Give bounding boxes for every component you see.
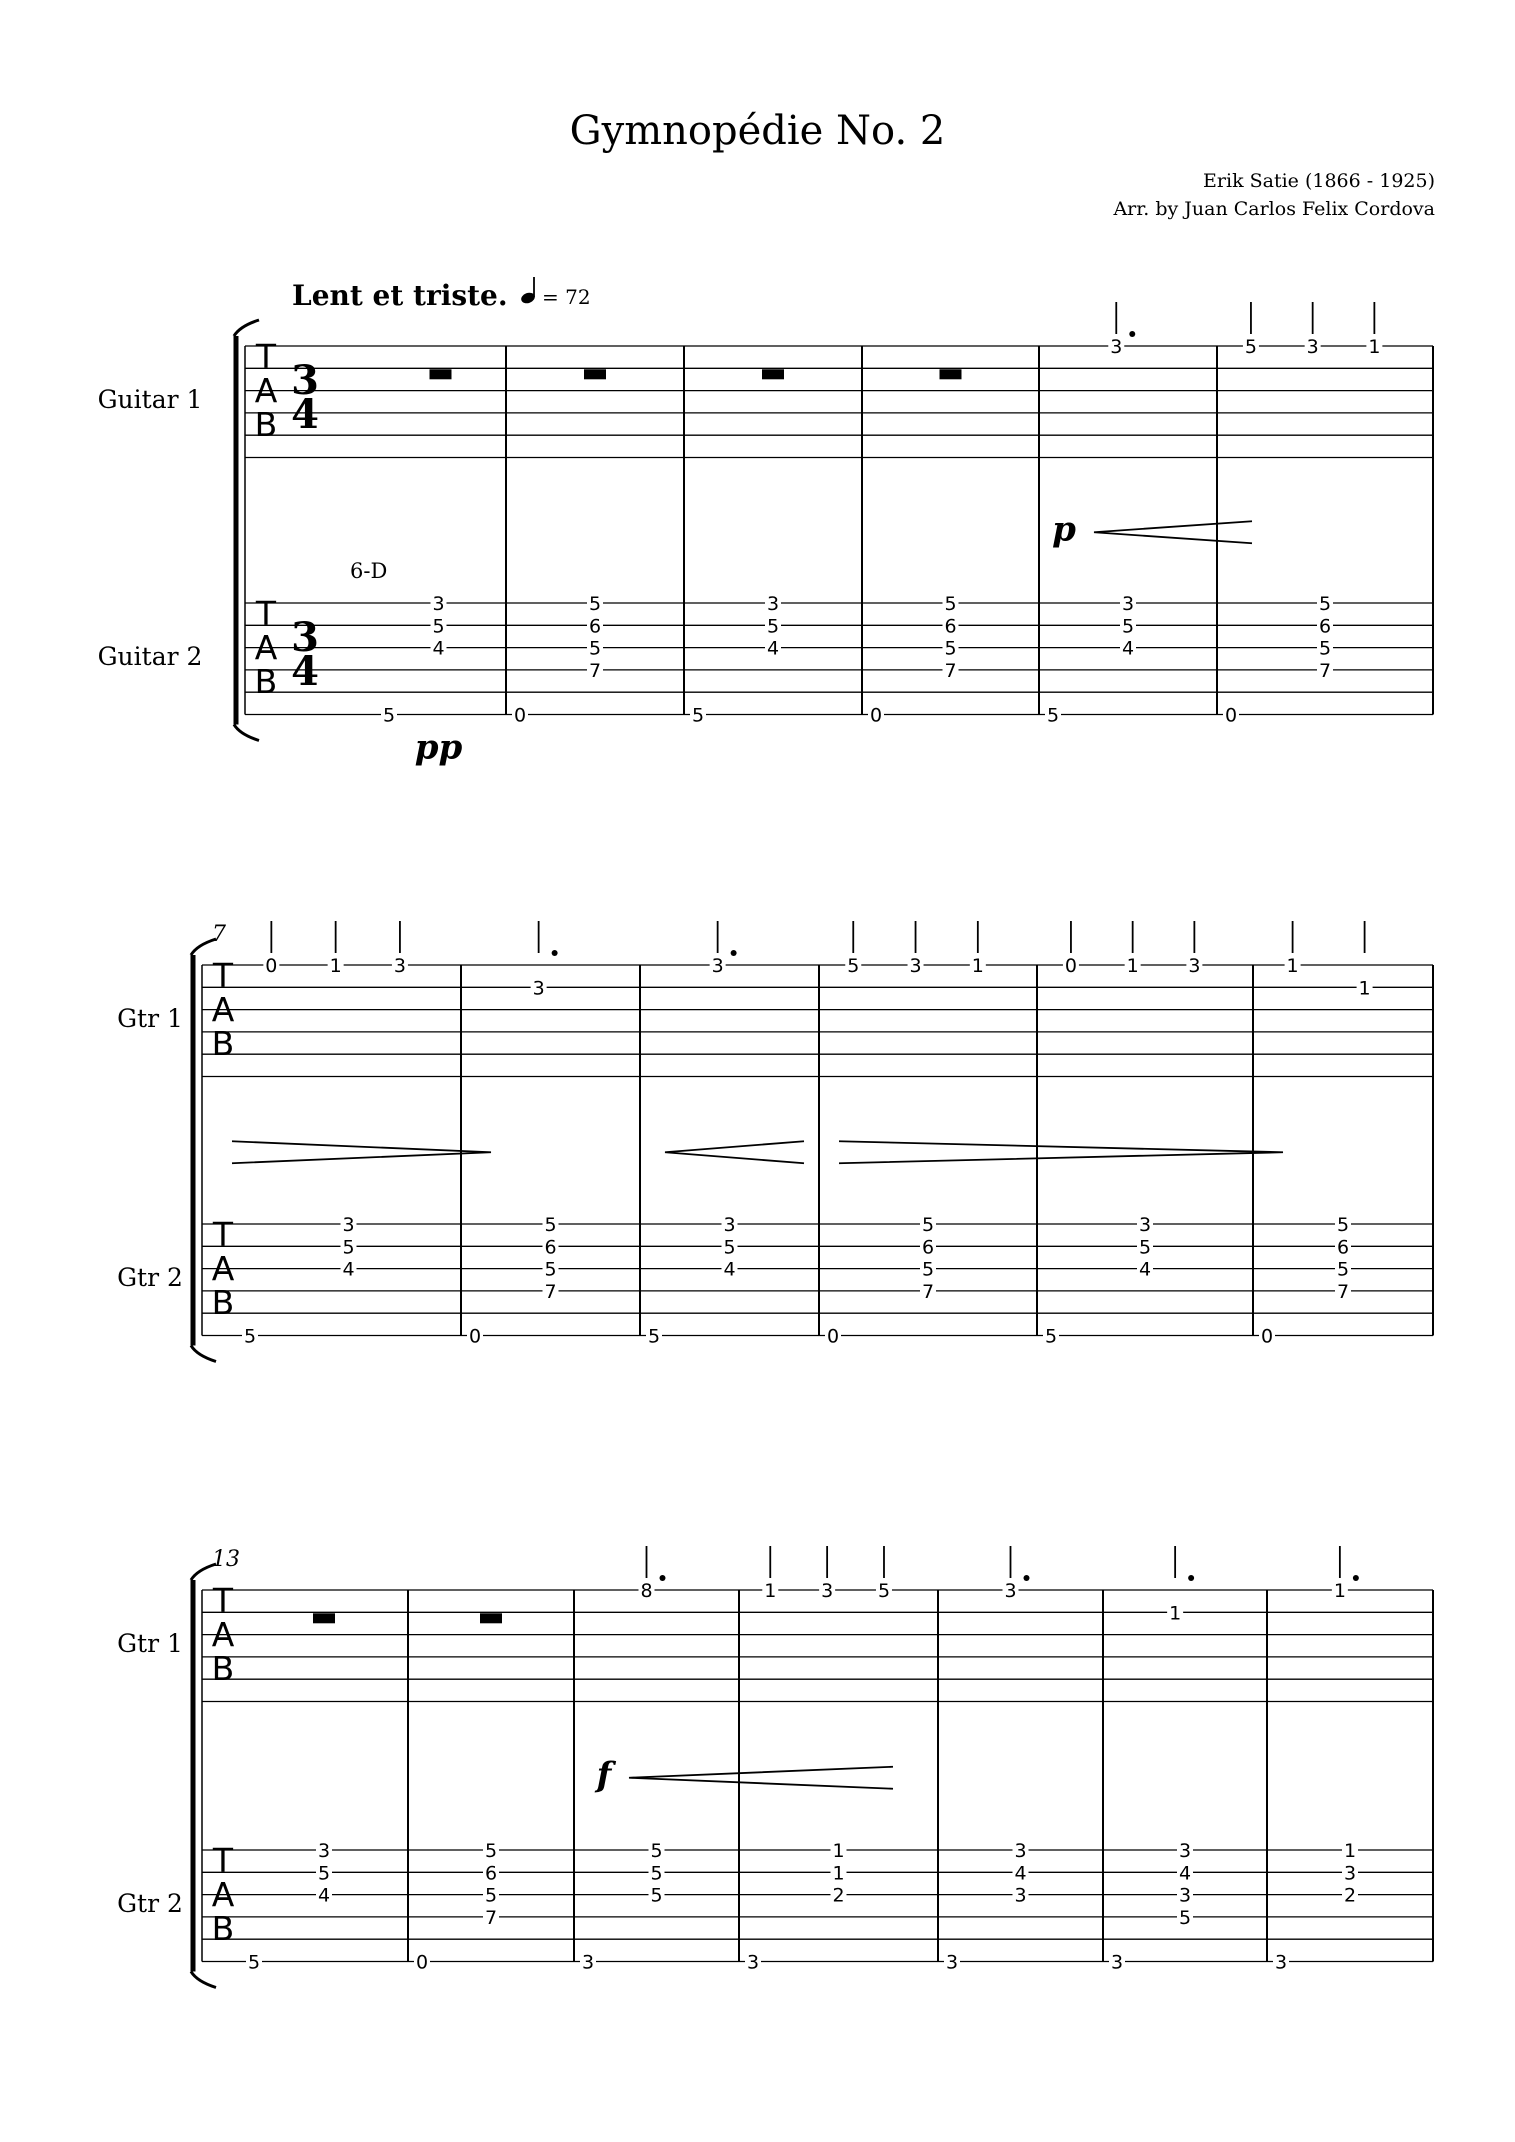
system-1-guitar1-tab-clef-b: B — [254, 405, 278, 444]
system-2-guitar2-name: Gtr 2 — [117, 1263, 183, 1292]
system-1-m6-g2-chord-s3: 5 — [1318, 637, 1332, 660]
system-1-m4-g2-chord-s2: 6 — [944, 615, 957, 638]
system-2-m4-g1-fret-1: 5 — [847, 955, 860, 977]
system-1-guitar2-tab-clef-t: T — [255, 594, 277, 633]
tempo-bpm: = 72 — [542, 285, 591, 309]
system-2-m3-g1-fret-1: 3 — [711, 955, 724, 977]
arranger-credit: Arr. by Juan Carlos Felix Cordova — [1113, 198, 1435, 220]
system-1-m4-g2-bass: 0 — [869, 704, 883, 727]
system-2-m5-g1-fret-2: 1 — [1126, 955, 1139, 977]
system-3-guitar2-name: Gtr 2 — [117, 1889, 183, 1918]
system-1-m3-g2-chord-s2: 5 — [766, 615, 780, 638]
system-1-m2-g2-chord-s4: 7 — [588, 659, 602, 682]
system-1-guitar2-tab-clef-b: B — [254, 662, 278, 701]
system-1-m6-g2-chord-s2: 6 — [1318, 615, 1332, 638]
system-3-m5-g2-bass: 3 — [945, 1951, 959, 1974]
system-2-m1-g2-chord-s1: 3 — [342, 1214, 355, 1236]
system-3-m4-g1-fret-3: 5 — [877, 1580, 891, 1602]
system-3-m6-g2-chord-s4: 5 — [1178, 1906, 1192, 1929]
system-1-bracket-bottom — [234, 725, 259, 741]
system-1-m4-g2-chord-s4: 7 — [944, 659, 957, 682]
system-2-measure-number: 7 — [212, 922, 226, 947]
system-3-m6-g1-fret-1: 1 — [1169, 1602, 1182, 1625]
system-1-m2-g2-bass: 0 — [513, 704, 527, 727]
system-3-m5-g2-chord-s2: 4 — [1014, 1862, 1027, 1885]
composer-credit: Erik Satie (1866 - 1925) — [1203, 170, 1435, 192]
system-3-m2-g2-bass: 0 — [415, 1951, 429, 1974]
system-2-m5-g1-fret-3: 3 — [1188, 955, 1201, 977]
system-1-m5-hairpin-cresc — [1094, 521, 1252, 543]
system-2-m1-hairpin-dim — [232, 1141, 491, 1163]
system-1-m4-g2-chord-s3: 5 — [944, 637, 957, 660]
system-2-m4-g1-fret-3: 1 — [971, 955, 984, 977]
system-3-m2-g2-chord-s1: 5 — [484, 1840, 498, 1862]
system-3-m7-g2-bass: 3 — [1274, 1951, 1288, 1974]
system-1-m1-g2-bass: 5 — [382, 704, 396, 727]
system-2-m6-g2-chord-s4: 7 — [1336, 1280, 1350, 1303]
system-3-m4-g1-fret-2: 3 — [821, 1580, 834, 1602]
system-3-m3-g2-chord-s3: 5 — [650, 1884, 663, 1907]
system-3-m2-g2-chord-s3: 5 — [484, 1884, 498, 1907]
system-2-m3-g1-dot-1 — [731, 950, 737, 956]
system-2-guitar2-tab-clef-b: B — [211, 1283, 235, 1322]
piece-title: Gymnopédie No. 2 — [569, 108, 946, 154]
system-1-staff1-time-sig-top: 3 — [291, 357, 319, 404]
system-2-guitar1-tab-clef-a: A — [211, 990, 235, 1029]
system-1-m1-g1-whole-rest — [430, 369, 452, 379]
system-1-m6-g1-fret-2: 3 — [1306, 336, 1319, 358]
system-1-guitar1-tab-clef-a: A — [254, 371, 278, 410]
system-1-m2-g2-chord-s3: 5 — [588, 637, 602, 660]
system-3-m5-g2-chord-s3: 3 — [1014, 1884, 1027, 1907]
system-2-guitar2-tab-clef-t: T — [212, 1215, 234, 1254]
system-2-m3-g2-chord-s1: 3 — [723, 1214, 736, 1236]
system-1-m6-g1-fret-1: 5 — [1244, 336, 1257, 358]
system-2-m4-g2-chord-s1: 5 — [921, 1214, 935, 1236]
system-2-guitar1-tab-clef-b: B — [211, 1024, 235, 1063]
system-2-m2-g2-chord-s3: 5 — [544, 1258, 557, 1281]
system-3-m5-g1-fret-1: 3 — [1004, 1580, 1017, 1602]
system-2-m6-g2-chord-s2: 6 — [1336, 1236, 1350, 1259]
system-1-m5-g2-chord-s1: 3 — [1121, 593, 1135, 615]
system-2-guitar1-name: Gtr 1 — [117, 1004, 183, 1033]
system-3-m7-g2-chord-s1: 1 — [1343, 1840, 1357, 1862]
system-3-m1-g2-chord-s3: 4 — [317, 1884, 331, 1907]
system-3-m6-g2-chord-s1: 3 — [1178, 1840, 1192, 1862]
system-3-guitar2-tab-clef-a: A — [211, 1875, 235, 1914]
system-2-m5-g2-chord-s2: 5 — [1138, 1236, 1152, 1259]
system-2-m3-g2-bass: 5 — [647, 1325, 661, 1348]
system-2-m1-g1-fret-3: 3 — [393, 955, 406, 977]
system-3-guitar1-tab-clef-t: T — [212, 1581, 234, 1620]
system-3-m3-g2-chord-s1: 5 — [650, 1840, 663, 1862]
system-3-m1-g2-chord-s2: 5 — [317, 1862, 331, 1885]
system-2-m2-g2-bass: 0 — [468, 1325, 482, 1348]
system-3-measure-number: 13 — [212, 1547, 240, 1572]
system-1-m3-g1-whole-rest — [762, 369, 784, 379]
system-3-m3-g2-chord-s2: 5 — [650, 1862, 663, 1885]
system-2-m5-g2-chord-s1: 3 — [1138, 1214, 1152, 1236]
system-2-m5-g2-bass: 5 — [1044, 1325, 1058, 1348]
system-3-m6-g2-chord-s3: 3 — [1178, 1884, 1192, 1907]
system-3-guitar1-tab-clef-a: A — [211, 1615, 235, 1654]
system-1-m4-g1-whole-rest — [940, 369, 962, 379]
system-1-staff1-time-sig-bottom: 4 — [291, 391, 319, 438]
system-3-m4-g1-fret-1: 1 — [764, 1580, 777, 1602]
system-1-m5-g2-chord-s3: 4 — [1121, 637, 1135, 660]
system-3-m5-g2-chord-s1: 3 — [1014, 1840, 1027, 1862]
system-3-m4-g2-chord-s3: 2 — [832, 1884, 845, 1907]
system-3-guitar2-tab-clef-t: T — [212, 1841, 234, 1880]
system-1-m5-g1-dot-1 — [1129, 331, 1135, 337]
tempo-text: Lent et triste. — [292, 279, 508, 312]
tuning-note: 6-D — [350, 559, 388, 583]
system-2-m1-g2-chord-s3: 4 — [342, 1258, 355, 1281]
system-3-m4-g2-chord-s1: 1 — [832, 1840, 845, 1862]
system-3-m3-dynamic-f: f — [596, 1754, 612, 1795]
system-3-m7-g1-dot-1 — [1353, 1575, 1359, 1581]
system-1-m4-g2-chord-s1: 5 — [944, 593, 957, 615]
system-1-m2-g2-chord-s1: 5 — [588, 593, 602, 615]
system-2-m1-g1-fret-2: 1 — [329, 955, 342, 977]
system-3-m2-g2-chord-s4: 7 — [484, 1906, 498, 1929]
system-1-m5-g1-fret-1: 3 — [1110, 336, 1123, 358]
system-2-m6-g1-fret-1: 1 — [1286, 955, 1299, 977]
system-3-m3-hairpin-cresc — [629, 1767, 893, 1789]
system-1-m3-g2-bass: 5 — [691, 704, 705, 727]
system-3-guitar1-tab-clef-b: B — [211, 1649, 235, 1688]
system-1-guitar2-tab-clef-a: A — [254, 628, 278, 667]
system-2-m6-g2-chord-s1: 5 — [1336, 1214, 1350, 1236]
system-1-bracket-top — [234, 320, 259, 336]
system-3-m2-g1-whole-rest — [480, 1613, 502, 1623]
system-1-staff2-time-sig-bottom: 4 — [291, 648, 319, 695]
system-3-m3-g1-dot-1 — [660, 1575, 666, 1581]
system-3-guitar2-tab-clef-b: B — [211, 1909, 235, 1948]
system-1-guitar2-name: Guitar 2 — [97, 642, 203, 671]
system-1-m5-dynamic-p: p — [1052, 509, 1076, 550]
system-2-m3-g2-chord-s2: 5 — [723, 1236, 736, 1259]
system-3-guitar1-name: Gtr 1 — [117, 1629, 183, 1658]
system-3-bracket-bottom — [191, 1972, 216, 1988]
system-3-m7-g2-chord-s3: 2 — [1343, 1884, 1357, 1907]
system-3-m1-g2-chord-s1: 3 — [317, 1840, 331, 1862]
system-1-m1-g2-chord-s1: 3 — [432, 593, 445, 615]
system-2-m4-g2-chord-s4: 7 — [921, 1280, 935, 1303]
system-2-m1-g1-fret-1: 0 — [265, 955, 278, 977]
system-2-m4-g1-fret-2: 3 — [909, 955, 922, 977]
system-2-m6-g1-fret-2: 1 — [1358, 977, 1371, 1000]
system-2-guitar1-tab-clef-t: T — [212, 956, 234, 995]
system-3-m6-g2-bass: 3 — [1110, 1951, 1124, 1974]
system-1-m6-g1-fret-3: 1 — [1368, 336, 1381, 358]
system-3-m7-g1-fret-1: 1 — [1333, 1580, 1346, 1602]
system-3-m3-g1-fret-1: 8 — [640, 1580, 653, 1602]
system-2-m5-g1-fret-1: 0 — [1064, 955, 1077, 977]
system-3-m2-g2-chord-s2: 6 — [484, 1862, 498, 1885]
system-1-m6-g2-chord-s1: 5 — [1318, 593, 1332, 615]
system-1-m5-g2-bass: 5 — [1046, 704, 1060, 727]
system-2-m2-g2-chord-s2: 6 — [544, 1236, 557, 1259]
system-2-m2-g2-chord-s4: 7 — [544, 1280, 557, 1303]
system-2-bracket-bottom — [191, 1346, 216, 1362]
system-2-m1-g2-bass: 5 — [243, 1325, 257, 1348]
system-3-m7-g2-chord-s2: 3 — [1343, 1862, 1357, 1885]
system-3-m4-g2-bass: 3 — [746, 1951, 760, 1974]
system-3-m3-g2-bass: 3 — [581, 1951, 595, 1974]
system-3-m1-g1-whole-rest — [313, 1613, 335, 1623]
system-1-m1-g2-chord-s2: 5 — [432, 615, 445, 638]
system-3-m5-g1-dot-1 — [1024, 1575, 1030, 1581]
system-3-m6-g2-chord-s2: 4 — [1178, 1862, 1192, 1885]
system-3-m6-g1-dot-1 — [1188, 1575, 1194, 1581]
system-2-m5-g2-chord-s3: 4 — [1138, 1258, 1152, 1281]
system-3-m4-g2-chord-s2: 1 — [832, 1862, 845, 1885]
system-1-m5-g2-chord-s2: 5 — [1121, 615, 1135, 638]
system-1-m6-g2-chord-s4: 7 — [1318, 659, 1332, 682]
system-1-m2-g1-whole-rest — [584, 369, 606, 379]
system-1-guitar1-tab-clef-t: T — [255, 337, 277, 376]
system-2-m4-hairpin-dim — [839, 1141, 1283, 1163]
system-2-guitar2-tab-clef-a: A — [211, 1249, 235, 1288]
system-2-m2-g2-chord-s1: 5 — [544, 1214, 557, 1236]
system-2-m4-g2-chord-s3: 5 — [921, 1258, 935, 1281]
system-2-m6-g2-bass: 0 — [1260, 1325, 1274, 1348]
system-2-m2-g1-dot-1 — [552, 950, 558, 956]
system-2-m2-g1-fret-1: 3 — [532, 977, 545, 1000]
system-1-m2-g2-chord-s2: 6 — [588, 615, 602, 638]
system-2-m4-g2-chord-s2: 6 — [921, 1236, 935, 1259]
system-2-m3-hairpin-cresc — [665, 1141, 804, 1163]
system-1-staff2-time-sig-top: 3 — [291, 614, 319, 661]
system-2-m1-g2-chord-s2: 5 — [342, 1236, 355, 1259]
system-2-m6-g2-chord-s3: 5 — [1336, 1258, 1350, 1281]
system-3-m1-g2-bass: 5 — [247, 1951, 261, 1974]
system-2-m4-g2-bass: 0 — [826, 1325, 840, 1348]
system-1-guitar1-name: Guitar 1 — [97, 385, 203, 414]
system-2-m3-g2-chord-s3: 4 — [723, 1258, 736, 1281]
system-1-m6-g2-bass: 0 — [1224, 704, 1238, 727]
system-1-m3-g2-chord-s3: 4 — [766, 637, 780, 660]
system-1-m1-g2-chord-s3: 4 — [432, 637, 445, 660]
system-1-m1-dynamic-pp: pp — [414, 727, 463, 768]
system-1-m3-g2-chord-s1: 3 — [766, 593, 780, 615]
